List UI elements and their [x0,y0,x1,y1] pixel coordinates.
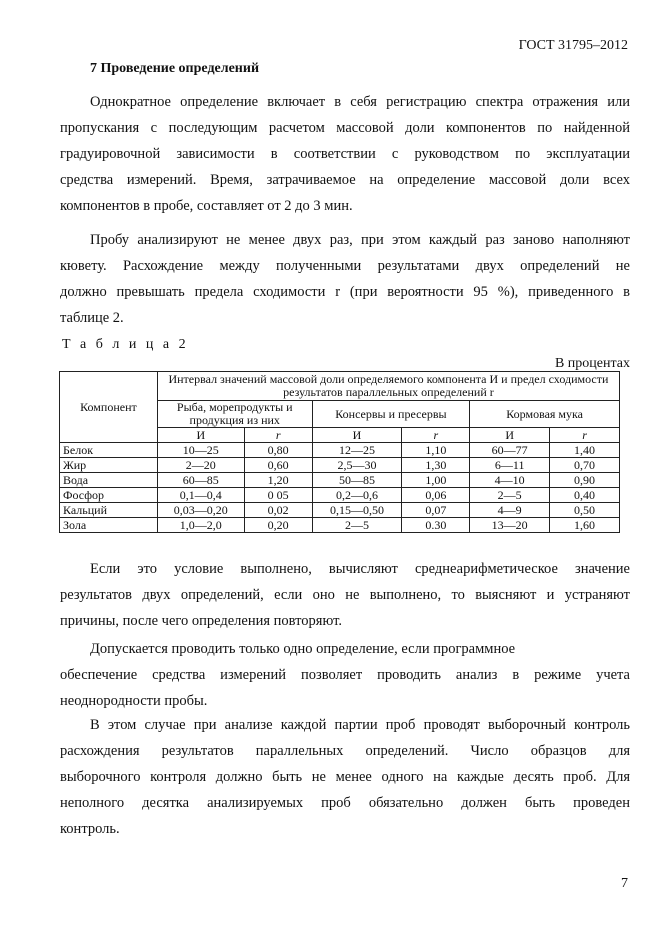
table-cell: 10—25 [157,443,244,458]
text-line: кювету. Расхождение между полученными результатами двух определений не [60,258,630,274]
table-cell: 1,40 [550,443,620,458]
table-row [60,473,620,488]
header-sub-i: И [312,428,402,443]
row-component-name: Белок [60,443,158,458]
text-line: средства измерений. Время, затрачиваемое на определение массовой доли всех [60,172,630,188]
table-cell: 0.30 [402,518,470,533]
text-line: результатов двух определений, если оно не выполнено, то выясняют и устраняют [60,587,630,603]
header-sub-i: И [157,428,244,443]
table-cell: 1,10 [402,443,470,458]
table-cell: 0,70 [550,458,620,473]
table-cell: 0,20 [244,518,312,533]
text-line: градуировочной зависимости в соответствии с руководством по эксплуатации [60,146,630,162]
table-cell: 0,80 [244,443,312,458]
table-cell: 60—85 [157,473,244,488]
table-cell: 0,90 [550,473,620,488]
table-cell: 2,5—30 [312,458,402,473]
header-group-feed-meal: Кормовая мука [470,401,620,428]
table-row [60,488,620,503]
header-group-fish: Рыба, морепродукты и продукция из них [157,401,312,428]
header-sub-r [402,428,470,443]
text-line: В этом случае при анализе каждой партии проб проводят выборочный контроль [90,717,630,733]
table-cell: 0 05 [244,488,312,503]
table-row [60,503,620,518]
text-line: выборочного контроля должно быть не менее одного на каждые десять проб. Для [60,769,630,785]
table-cell: 0,60 [244,458,312,473]
convergence-table [59,371,620,533]
table-cell: 0,07 [402,503,470,518]
table-cell: 0,2—0,6 [312,488,402,503]
row-component-name: Жир [60,458,158,473]
text-line: компонентов в пробе, составляет от 2 до 3 мин. [60,198,353,214]
table-cell: 0,1—0,4 [157,488,244,503]
text-line: Если это условие выполнено, вычисляют среднеарифметическое значение [90,561,630,577]
text-line: таблице 2. [60,310,124,326]
header-sub-i: И [470,428,550,443]
paragraph-repeat-analysis [60,227,630,331]
text-line: Допускается проводить только одно определение, если программное [90,641,516,657]
text-line: пропускания с последующим расчетом массовой доли компонентов по найденной [60,120,630,136]
table-cell: 13—20 [470,518,550,533]
header-sub-r [244,428,312,443]
table-cell: 2—20 [157,458,244,473]
table-cell: 0,15—0,50 [312,503,402,518]
table-cell: 2—5 [470,488,550,503]
table-row [60,518,620,533]
table-caption: Т а б л и ц а 2 [62,337,189,352]
header-sub-r [550,428,620,443]
page-number: 7 [621,876,628,891]
table-cell: 4—9 [470,503,550,518]
paragraph-condition-met [60,556,630,634]
table-cell: 0,40 [550,488,620,503]
table-cell: 0,02 [244,503,312,518]
table-cell: 60—77 [470,443,550,458]
table-cell: 1,20 [244,473,312,488]
row-component-name: Фосфор [60,488,158,503]
table-cell: 6—11 [470,458,550,473]
header-component: Компонент [60,372,158,443]
header-interval: Интервал значений массовой доли определяемого компонента И и предел сходимости результатов параллельных определений r [157,372,619,401]
table-cell: 1,0—2,0 [157,518,244,533]
text-line: обеспечение средства измерений позволяет проводить анализ в режиме учета [60,667,630,683]
table-cell: 0,03—0,20 [157,503,244,518]
text-line: неоднородности пробы. [60,693,208,709]
table-row [60,458,620,473]
table-cell: 0,50 [550,503,620,518]
header-sub-r-text: r [433,427,439,442]
table-cell: 1,30 [402,458,470,473]
table-cell: 1,00 [402,473,470,488]
table-row [60,443,620,458]
section-heading: 7 Проведение определений [90,61,260,76]
header-sub-r-text: r [582,427,587,442]
row-component-name: Вода [60,473,158,488]
text-line: Пробу анализируют не менее двух раз, при этом каждый раз заново наполняют [90,232,630,248]
text-line: контроль. [60,821,120,837]
table-cell: 2—5 [312,518,402,533]
table-cell: 50—85 [312,473,402,488]
text-line: неполного десятка анализируемых проб обязательно должен быть проведен [60,795,630,811]
row-component-name: Кальций [60,503,158,518]
standard-header: ГОСТ 31795–2012 [518,38,628,53]
header-sub-r-text: r [275,427,281,442]
table-cell: 4—10 [470,473,550,488]
text-line: причины, после чего определения повторяют. [60,613,342,629]
table-cell: 0,06 [402,488,470,503]
row-component-name: Зола [60,518,158,533]
table-cell: 12—25 [312,443,402,458]
paragraph-single-allowed [60,636,630,714]
paragraph-single-determination [60,89,630,219]
text-line: должно превышать предела сходимости r (при вероятности 95 %), приведенного в [60,284,630,300]
header-group-canned: Консервы и пресервы [312,401,470,428]
table-cell: 1,60 [550,518,620,533]
paragraph-selective-control [60,712,630,842]
text-line: Однократное определение включает в себя регистрацию спектра отражения или [90,94,630,110]
table-unit: В процентах [554,356,630,371]
text-line: расхождения результатов параллельных определений. Число образцов для [60,743,630,759]
